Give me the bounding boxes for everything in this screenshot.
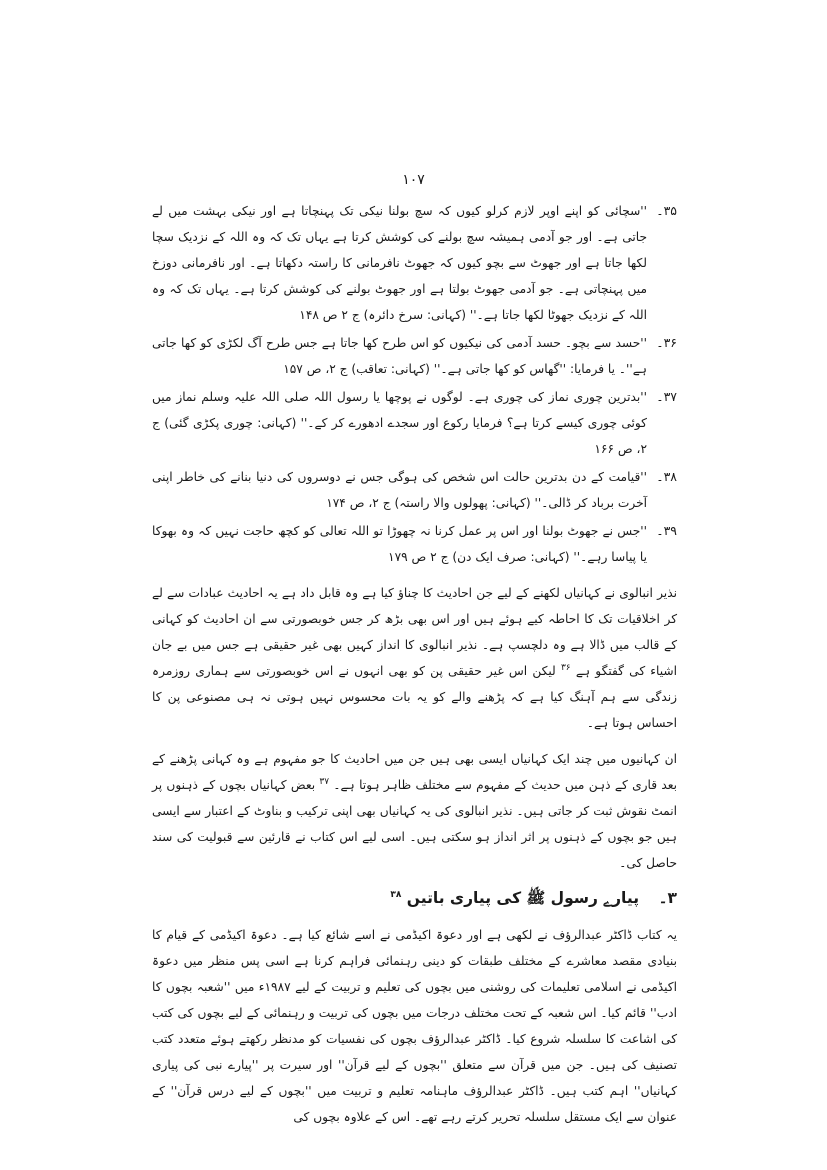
section-paragraph: یہ کتاب ڈاکٹر عبدالرؤف نے لکھی ہے اور دعوۃ اکیڈمی نے اسے شائع کیا ہے۔ دعوۃ اکیڈمی کے قیام کا بنیادی مقصد معاشرے کے مختلف طبقات کو دینی رہنمائی فراہم کرنا ہے اسی پس منظر میں دعوۃ اکیڈمی نے اسلامی تعلیمات کی روشنی میں بچوں کی تعلیم و تربیت کے لیے ۱۹۸۷ء میں ''شعبہ بچوں کا ادب'' قائم کیا۔ اس شعبہ کے تحت مختلف درجات میں بچوں کی تربیت و رہنمائی کے لیے بچوں کی کتب کی اشاعت کا سلسلہ شروع کیا۔ ڈاکٹر عبدالرؤف بچوں کی نفسیات کو مدنظر رکھتے ہوئے متعدد کتب تصنیف کی ہیں۔ جن میں قرآن سے متعلق ''بچوں کے لیے قرآن'' اور سیرت پر ''پیارے نبی کی پیاری کہانیاں'' اہم کتب ہیں۔ ڈاکٹر عبدالرؤف ماہنامہ تعلیم و تربیت میں ''بچوں کے لیے درس قرآن'' کے عنوان سے ایک مستقل سلسلہ تحریر کرتے رہے تھے۔ اس کے علاوہ بچوں کی xyxy=(152,928,677,1124)
item-text: ''قیامت کے دن بدترین حالت اس شخص کی ہوگی جس نے دوسروں کی دنیا بنانے کی خاطر اپنی آخرت برباد کر ڈالی۔'' (کہانی: پھولوں والا راستہ) ج ۲، ص ۱۷۴ xyxy=(152,470,647,510)
item-number: ۳۹۔ xyxy=(656,523,677,538)
hadith-item-37 xyxy=(152,384,677,462)
paragraph-text: نذیر انبالوی نے کہانیاں لکھنے کے لیے جن احادیث کا چناؤ کیا ہے وہ قابل داد ہے یہ احادیث عبادات سے لے کر اخلاقیات تک کا احاطہ کیے ہوئے ہیں اور اس بھی بڑھ کر جس خوبصورتی سے ان احادیث کو کہانی کے قالب میں ڈالا ہے وہ دلچسپ ہے۔ نذیر انبالوی کا انداز کہیں بھی غیر حقیقی ہے جس میں بے جان اشیاء کی گفتگو ہے xyxy=(152,586,678,678)
paragraph-text-cont: لیکن اس غیر حقیقی پن کو بھی انہوں نے اس خوبصورتی سے ہماری روزمرہ زندگی سے ہم آہنگ کیا ہے کہ پڑھنے والے کو یہ بات محسوس نہیں ہوتی نہ ہی مصنوعی پن کا احساس ہوتا ہے۔ xyxy=(152,664,677,730)
page-body xyxy=(152,198,677,1130)
commentary-paragraph-2 xyxy=(152,746,677,876)
paragraph-text: ان کہانیوں میں چند ایک کہانیاں ایسی بھی ہیں جن میں احادیث کا جو مفہوم ہے وہ کہانی پڑھنے کے بعد قاری کے ذہن میں حدیث کے مفہوم سے مختلف ظاہر ہوتا ہے۔ xyxy=(152,752,677,792)
item-number: ۳۷۔ xyxy=(656,389,677,404)
hadith-item-39 xyxy=(152,518,677,570)
hadith-item-35 xyxy=(152,198,677,328)
section-heading xyxy=(152,884,677,912)
hadith-item-36 xyxy=(152,330,677,382)
item-text: ''سچائی کو اپنے اوپر لازم کرلو کیوں کہ سچ بولنا نیکی تک پہنچاتا ہے اور نیکی بہشت میں لے جاتی ہے۔ اور جو آدمی ہمیشہ سچ بولنے کی کوشش کرتا ہے یہاں تک کہ وہ اللہ کے نزدیک سچا لکھا جاتا ہے اور جھوٹ سے بچو کیوں کہ جھوٹ نافرمانی کا راستہ دکھاتا ہے۔ اور نافرمانی دوزخ میں پہنچاتی ہے۔ جو آدمی جھوٹ بولتا ہے اور جھوٹ بولنے کی کوشش کرتا ہے۔ یہاں تک کہ وہ اللہ کے نزدیک جھوٹا لکھا جاتا ہے۔'' (کہانی: سرخ دائرہ) ج ۲ ص ۱۴۸ xyxy=(152,204,647,322)
section-number: ۳۔ xyxy=(658,889,677,907)
item-number: ۳۵۔ xyxy=(656,203,677,218)
hadith-item-38 xyxy=(152,464,677,516)
page-number: ۱۰۷ xyxy=(402,172,425,188)
section-title: پیارے رسول ﷺ کی پیاری باتیں xyxy=(406,889,640,907)
item-number: ۳۸۔ xyxy=(656,469,677,484)
paragraph-text-cont: بعض کہانیاں بچوں کے ذہنوں پر انمٹ نقوش ثبت کر جاتی ہیں۔ نذیر انبالوی کی یہ کہانیاں بھی اپنی ترکیب و بناوٹ کے اعتبار سے ایسی ہیں جو بچوں کے ذہنوں پر اثر انداز ہو سکتی ہیں۔ اسی لیے اس کتاب نے قارئین سے قبولیت کی سند حاصل کی۔ xyxy=(152,778,677,870)
item-text: ''حسد سے بچو۔ حسد آدمی کی نیکیوں کو اس طرح کھا جاتا ہے جس طرح آگ لکڑی کو کھا جاتی ہے''۔ یا فرمایا: ''گھاس کو کھا جاتی ہے۔'' (کہانی: تعاقب) ج ۲، ص ۱۵۷ xyxy=(152,336,647,376)
item-text: ''جس نے جھوٹ بولنا اور اس پر عمل کرنا نہ چھوڑا تو اللہ تعالی کو کچھ حاجت نہیں کہ وہ بھوکا یا پیاسا رہے۔'' (کہانی: صرف ایک دن) ج ۲ ص ۱۷۹ xyxy=(152,524,647,564)
footnote-ref[interactable]: ۳۶ xyxy=(560,662,571,673)
footnote-ref[interactable]: ۳۸ xyxy=(390,889,402,900)
commentary-paragraph-1 xyxy=(152,580,677,736)
item-text: ''بدترین چوری نماز کی چوری ہے۔ لوگوں نے پوچھا یا رسول اللہ صلی اللہ علیہ وسلم نماز میں کوئی چوری کیسے کرتا ہے؟ فرمایا رکوع اور سجدے ادھورے کر کے۔'' (کہانی: چوری پکڑی گئی) ج ۲، ص ۱۶۶ xyxy=(152,390,647,456)
footnote-ref[interactable]: ۳۷ xyxy=(319,776,330,787)
item-number: ۳۶۔ xyxy=(656,335,677,350)
